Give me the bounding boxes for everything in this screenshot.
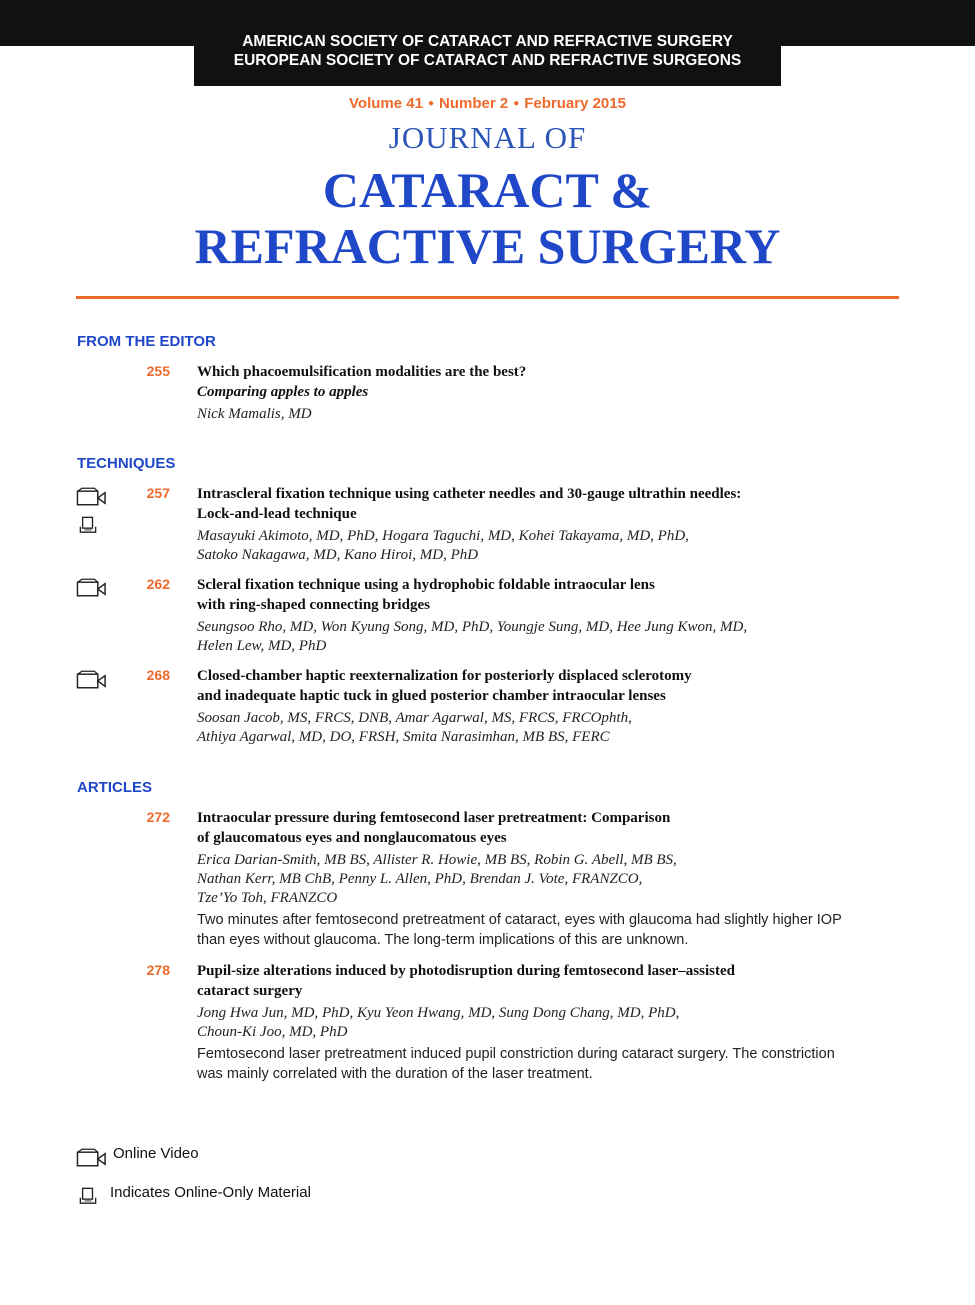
video-camera-icon[interactable] <box>76 578 107 598</box>
toc-entry-257[interactable] <box>197 484 741 565</box>
issue-info <box>0 95 975 112</box>
section-heading-techniques: TECHNIQUES <box>77 455 176 472</box>
entry-title[interactable]: Intraocular pressure during femtosecond laser pretreatment: Comparison of glaucomatous eyes and nonglaucomatous eyes <box>197 810 671 846</box>
legend-online-only: Indicates Online-Only Material <box>110 1184 311 1201</box>
entry-authors: Jong Hwa Jun, MD, PhD, Kyu Yeon Hwang, MD, Sung Dong Chang, MD, PhD, Choun-Ki Joo, MD, PhD <box>197 1005 680 1040</box>
computer-icon[interactable] <box>79 516 97 534</box>
entry-summary: Two minutes after femtosecond pretreatment of cataract, eyes with glaucoma had slightly higher IOP than eyes without glaucoma. The long-term implications of this are unknown. <box>197 912 842 948</box>
toc-entry-262[interactable] <box>197 575 747 656</box>
journal-title-line-2: REFRACTIVE SURGERY <box>194 218 781 274</box>
page-number[interactable]: 257 <box>146 485 170 501</box>
computer-icon <box>79 1187 97 1205</box>
video-camera-icon <box>76 1148 107 1168</box>
entry-authors: Soosan Jacob, MS, FRCS, DNB, Amar Agarwal, MS, FRCS, FRCOphth, Athiya Agarwal, MD, DO, FRSH, Smita Narasimhan, MB BS, FERC <box>197 710 632 745</box>
society-line-2: EUROPEAN SOCIETY OF CATARACT AND REFRACTIVE SURGEONS <box>233 52 742 69</box>
header-rule <box>76 296 899 299</box>
page-number[interactable]: 272 <box>146 809 170 825</box>
entry-authors: Masayuki Akimoto, MD, PhD, Hogara Taguchi, MD, Kohei Takayama, MD, PhD, Satoko Nakagawa, MD, Kano Hiroi, MD, PhD <box>197 528 689 563</box>
entry-title[interactable]: Scleral fixation technique using a hydrophobic foldable intraocular lens with ring-shaped connecting bridges <box>197 577 655 613</box>
separator-dot: ● <box>427 98 434 109</box>
page-number[interactable]: 262 <box>146 576 170 592</box>
entry-authors: Seungsoo Rho, MD, Won Kyung Song, MD, PhD, Youngje Sung, MD, Hee Jung Kwon, MD, Helen Lew, MD, PhD <box>197 619 748 654</box>
page-number[interactable]: 255 <box>146 363 170 379</box>
page-number[interactable]: 268 <box>146 667 170 683</box>
toc-entry-268[interactable] <box>197 666 692 747</box>
volume: Volume 41 <box>349 95 423 112</box>
page-number[interactable]: 278 <box>146 962 170 978</box>
entry-subtitle: Comparing apples to apples <box>197 384 369 400</box>
entry-title[interactable]: Pupil-size alterations induced by photodisruption during femtosecond laser–assisted cataract surgery <box>197 963 735 999</box>
society-line-1: AMERICAN SOCIETY OF CATARACT AND REFRACTIVE SURGERY <box>242 33 733 50</box>
toc-entry-278[interactable] <box>197 961 835 1084</box>
entry-authors: Erica Darian-Smith, MB BS, Allister R. Howie, MB BS, Robin G. Abell, MB BS, Nathan Kerr, MB ChB, Penny L. Allen, PhD, Brendan J. Vote, FRANZCO, Tze’Yo Toh, FRANZCO <box>197 852 677 906</box>
section-heading-editor: FROM THE EDITOR <box>77 333 216 350</box>
section-heading-articles: ARTICLES <box>77 779 152 796</box>
issue-number: Number 2 <box>439 95 509 112</box>
video-camera-icon[interactable] <box>76 670 107 690</box>
entry-title[interactable]: Intrascleral fixation technique using catheter needles and 30-gauge ultrathin needles: Lock-and-lead technique <box>197 486 742 522</box>
entry-summary: Femtosecond laser pretreatment induced pupil constriction during cataract surgery. The constriction was mainly correlated with the duration of the laser treatment. <box>197 1046 835 1082</box>
toc-entry-255[interactable] <box>197 362 526 424</box>
entry-authors: Nick Mamalis, MD <box>197 406 312 422</box>
toc-entry-272[interactable] <box>197 808 842 950</box>
legend-online-video: Online Video <box>113 1145 199 1162</box>
journal-title-line-1: CATARACT & <box>322 162 653 218</box>
issue-date: February 2015 <box>524 95 626 112</box>
separator-dot: ● <box>513 98 520 109</box>
video-camera-icon[interactable] <box>76 487 107 507</box>
journal-of: JOURNAL OF <box>388 120 587 155</box>
entry-title[interactable]: Which phacoemulsification modalities are the best? <box>197 364 527 380</box>
society-banner <box>194 28 781 86</box>
entry-title[interactable]: Closed-chamber haptic reexternalization for posteriorly displaced sclerotomy and inadequate haptic tuck in glued posterior chamber intraocular lenses <box>197 668 692 704</box>
